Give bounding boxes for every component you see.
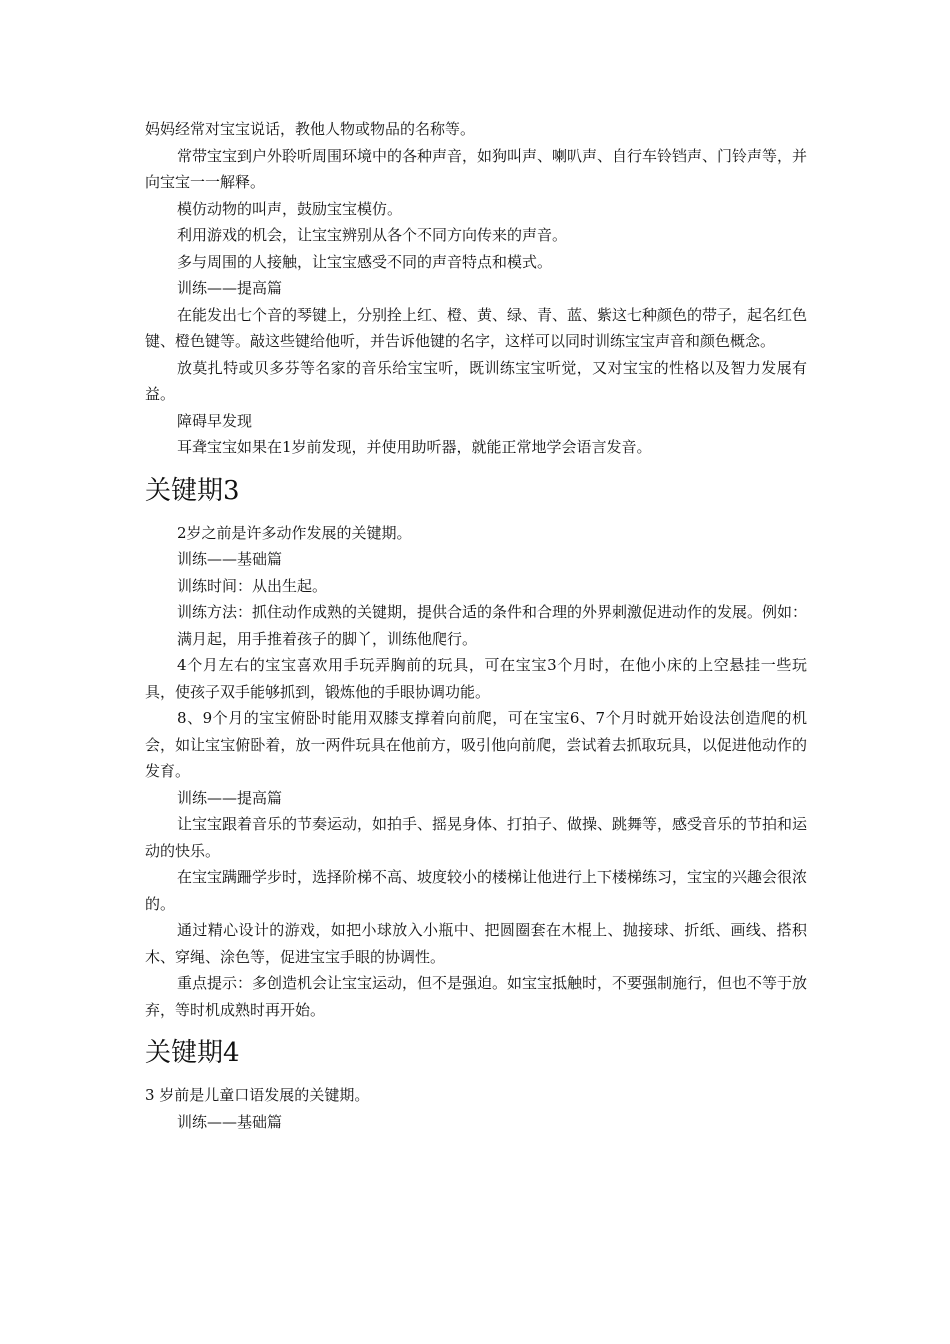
subheading: 训练——提高篇 <box>177 279 283 297</box>
paragraph: 在能发出七个音的琴键上，分别拴上红、橙、黄、绿、青、蓝、紫这七种颜色的带子，起名红色键、橙色键等。敲这些键给他听，并告诉他键的名字，这样可以同时训练宝宝声音和颜色概念。 <box>145 305 808 350</box>
paragraph: 常带宝宝到户外聆听周围环境中的各种声音，如狗叫声、喇叭声、自行车铃铛声、门铃声等，并向宝宝一一解释。 <box>145 146 808 191</box>
subheading: 训练——基础篇 <box>177 1112 283 1131</box>
paragraph: 训练时间：从出生起。 <box>177 576 328 595</box>
paragraph: 让宝宝跟着音乐的节奏运动，如拍手、摇晃身体、打拍子、做操、跳舞等，感受音乐的节拍和运动的快乐。 <box>145 815 808 860</box>
paragraph: 2岁之前是许多动作发展的关键期。 <box>177 523 412 542</box>
section-heading: 关键期3 <box>145 475 240 506</box>
paragraph: 放莫扎特或贝多芬等名家的音乐给宝宝听，既训练宝宝听觉，又对宝宝的性格以及智力发展有益。 <box>145 358 807 403</box>
paragraph: 妈妈经常对宝宝说话，教他人物或物品的名称等。 <box>145 120 476 138</box>
subheading: 训练——提高篇 <box>177 788 283 807</box>
section-heading: 关键期4 <box>145 1038 240 1068</box>
paragraph: 通过精心设计的游戏，如把小球放入小瓶中、把圆圈套在木棍上、抛接球、折纸、画线、搭积木、穿绳、涂色等，促进宝宝手眼的协调性。 <box>145 921 807 966</box>
paragraph: 多与周围的人接触，让宝宝感受不同的声音特点和模式。 <box>177 252 553 271</box>
paragraph: 模仿动物的叫声，鼓励宝宝模仿。 <box>177 199 403 218</box>
paragraph: 在宝宝蹒跚学步时，选择阶梯不高、坡度较小的楼梯让他进行上下楼梯练习，宝宝的兴趣会很浓的。 <box>145 868 808 913</box>
paragraph: 满月起，用手推着孩子的脚丫，训练他爬行。 <box>177 629 478 648</box>
paragraph: 3 岁前是儿童口语发展的关键期。 <box>145 1086 370 1104</box>
subheading: 训练——基础篇 <box>177 550 283 568</box>
paragraph: 耳聋宝宝如果在1岁前发现，并使用助听器，就能正常地学会语言发音。 <box>177 438 652 456</box>
paragraph: 重点提示：多创造机会让宝宝运动，但不是强迫。如宝宝抵触时，不要强制施行，但也不等于放弃，等时机成熟时再开始。 <box>145 974 808 1019</box>
paragraph: 利用游戏的机会，让宝宝辨别从各个不同方向传来的声音。 <box>177 226 568 244</box>
paragraph: 训练方法：抓住动作成熟的关键期，提供合适的条件和合理的外界刺激促进动作的发展。例如： <box>177 603 808 621</box>
subheading: 障碍早发现 <box>177 411 253 430</box>
paragraph: 8、9个月的宝宝俯卧时能用双膝支撑着向前爬，可在宝宝6、7个月时就开始设法创造爬的机会，如让宝宝俯卧着，放一两件玩具在他前方，吸引他向前爬，尝试着去抓取玩具，以促进他动作的发育。 <box>145 709 807 780</box>
paragraph: 4个月左右的宝宝喜欢用手玩弄胸前的玩具，可在宝宝3个月时，在他小床的上空悬挂一些玩具，使孩子双手能够抓到，锻炼他的手眼协调功能。 <box>145 656 807 701</box>
